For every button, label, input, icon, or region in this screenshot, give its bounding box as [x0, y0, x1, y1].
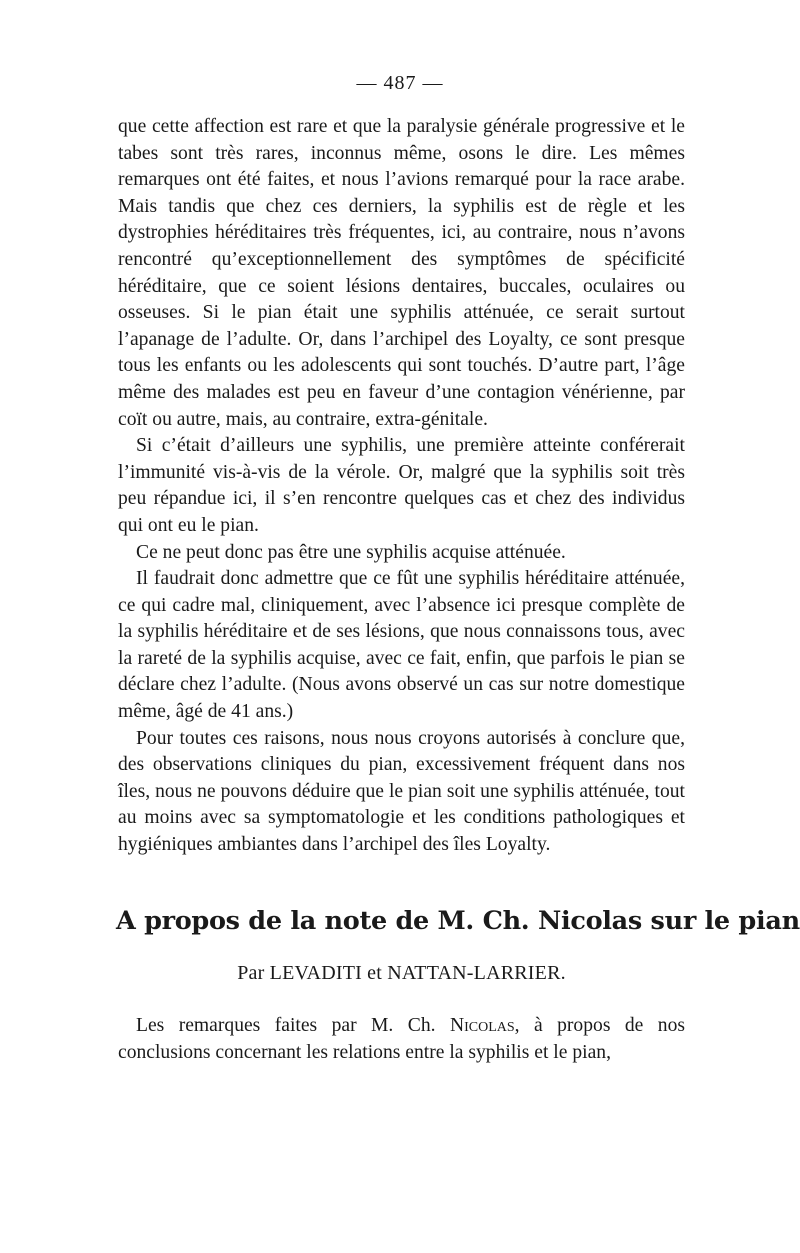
paragraph: Il faudrait donc admettre que ce fût une syphilis héréditaire atténuée, ce qui cadre mal, cliniquement, avec l’absence ici presque complète de la syphilis héréditaire et de ses lésions, que nous connaissons tous, avec la rareté de la syphilis acquise, avec ce fait, enfin, que parfois le pian se déclare chez l’adulte. (Nous avons observé un cas sur notre domestique même, âgé de 41 ans.): [118, 568, 685, 723]
paragraph: que cette affection est rare et que la paralysie générale progressive et le tabes sont très rares, inconnus même, osons le dire. Les mêmes remarques ont été faites, et nous l’avions remarqué pour la race arabe. Mais tandis que chez ces derniers, la syphilis est de règle et les dystrophies héréditaires très fréquentes, ici, au contraire, nous n’avons rencontré qu’exceptionnellement des symptômes de spécificité héréditaire, que ce soient lésions dentaires, buccales, oculaires ou osseuses. Si le pian était une syphilis atténuée, ce serait surtout l’apanage de l’adulte. Or, dans l’archipel des Loyalty, ce sont presque tous les enfants ou les adolescents qui sont touchés. D’autre part, l’âge même des malades est peu en faveur d’une contagion vénérienne, par coït ou autre, mais, au contraire, extra-génitale.: [118, 116, 685, 430]
article-intro: [118, 1013, 685, 1066]
intro-paragraph: [118, 1013, 685, 1066]
paragraph: Ce ne peut donc pas être une syphilis acquise atténuée.: [136, 541, 566, 563]
article-byline: Par LEVADITI et NATTAN-LARRIER.: [237, 962, 566, 984]
intro-text-before: Les remarques faites par M. Ch.: [136, 1015, 436, 1036]
paragraph: Pour toutes ces raisons, nous nous croyons autorisés à conclure que, des observations cliniques du pian, excessivement fréquent dans nos îles, nous ne pouvons déduire que le pian soit une syphilis atténuée, tout au moins avec sa symptomatologie et les conditions pathologiques et hygiéniques ambiantes dans l’archipel des îles Loyalty.: [118, 727, 685, 856]
intro-text-after: , à propos de nos conclusions concernant les relations entre la syphilis et le pian,: [118, 1015, 685, 1063]
article-title: A propos de la note de M. Ch. Nicolas sur le pian: [116, 906, 800, 936]
page-number: — 487 —: [356, 72, 444, 94]
author-name: Nicolas: [449, 1015, 515, 1036]
continued-article-body: [118, 114, 685, 859]
paragraph: Si c’était d’ailleurs une syphilis, une première atteinte conférerait l’immunité vis-à-vis de la vérole. Or, malgré que la syphilis soit très peu répandue ici, il s’en rencontre quelques cas et chez des individus qui ont eu le pian.: [118, 435, 685, 536]
